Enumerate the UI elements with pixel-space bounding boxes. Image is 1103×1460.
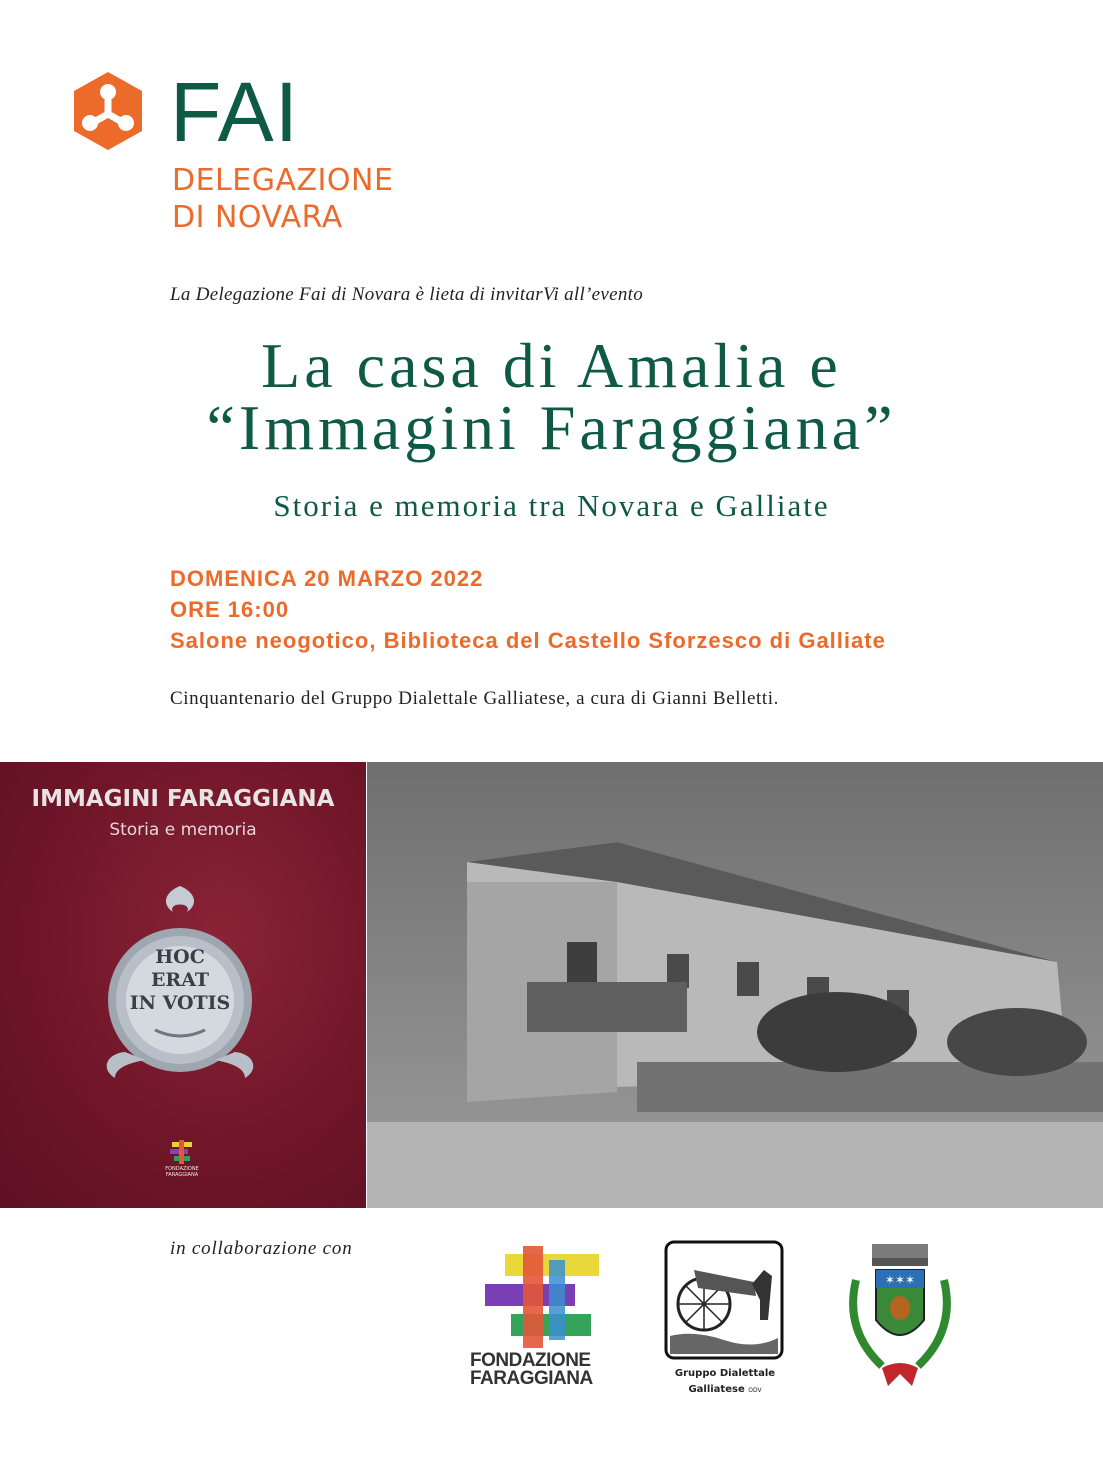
historic-photo — [367, 762, 1103, 1208]
event-venue: Salone neogotico, Biblioteca del Castello Sforzesco di Galliate — [170, 628, 886, 653]
galliate-coat-of-arms-icon — [842, 1240, 958, 1390]
gruppo-dialettale-logo-icon — [664, 1240, 784, 1360]
fondazione-faraggiana-logo-text — [470, 1352, 593, 1388]
historic-photo-drawing — [367, 762, 1103, 1208]
mini-logo-line1: FONDAZIONE — [165, 1166, 199, 1172]
book-cover-title: IMMAGINI FARAGGIANA — [31, 786, 335, 812]
gruppo-dialettale-logo-text — [655, 1366, 795, 1399]
event-details — [170, 563, 886, 656]
delegation-line2: DI NOVARA — [172, 200, 343, 235]
mini-logo-line2: FARAGGIANA — [165, 1172, 199, 1178]
medallion-line2: ERAT — [150, 969, 210, 991]
fondazione-faraggiana-logo-icon — [485, 1246, 601, 1348]
event-title — [0, 330, 1103, 463]
event-subtitle: Storia e memoria tra Novara e Galliate — [273, 488, 830, 523]
fondazione-line2: FARAGGIANA — [470, 1368, 593, 1389]
fai-logo-icon — [68, 70, 148, 152]
title-line1: La casa di Amalia e — [261, 330, 842, 401]
collaboration-label: in collaborazione con — [170, 1238, 353, 1259]
medallion-line3: IN VOTIS — [129, 992, 231, 1014]
event-time: ORE 16:00 — [170, 597, 290, 622]
book-cover-subtitle: Storia e memoria — [109, 820, 257, 840]
delegation-name — [172, 162, 393, 236]
fondazione-mini-logo-text — [160, 1166, 204, 1178]
fondazione-line1: FONDAZIONE — [470, 1350, 591, 1371]
fondazione-mini-logo-icon — [168, 1140, 196, 1164]
fai-logo-text: FAI — [170, 65, 300, 159]
delegation-line1: DELEGAZIONE — [172, 163, 394, 198]
svg-text:✶✶✶: ✶✶✶ — [884, 1273, 916, 1287]
gruppo-line1: Gruppo Dialettale — [674, 1368, 776, 1379]
event-date: DOMENICA 20 MARZO 2022 — [170, 566, 484, 591]
medallion-text — [95, 946, 265, 1015]
intro-text: La Delegazione Fai di Novara è lieta di invitarVi all’evento — [170, 284, 644, 305]
event-description: Cinquantenario del Gruppo Dialettale Galliatese, a cura di Gianni Belletti. — [170, 688, 780, 709]
medallion-line1: HOC — [155, 946, 205, 968]
title-line2: “Immagini Faraggiana” — [206, 392, 897, 463]
gruppo-line2: Galliatese ODV — [688, 1384, 762, 1395]
